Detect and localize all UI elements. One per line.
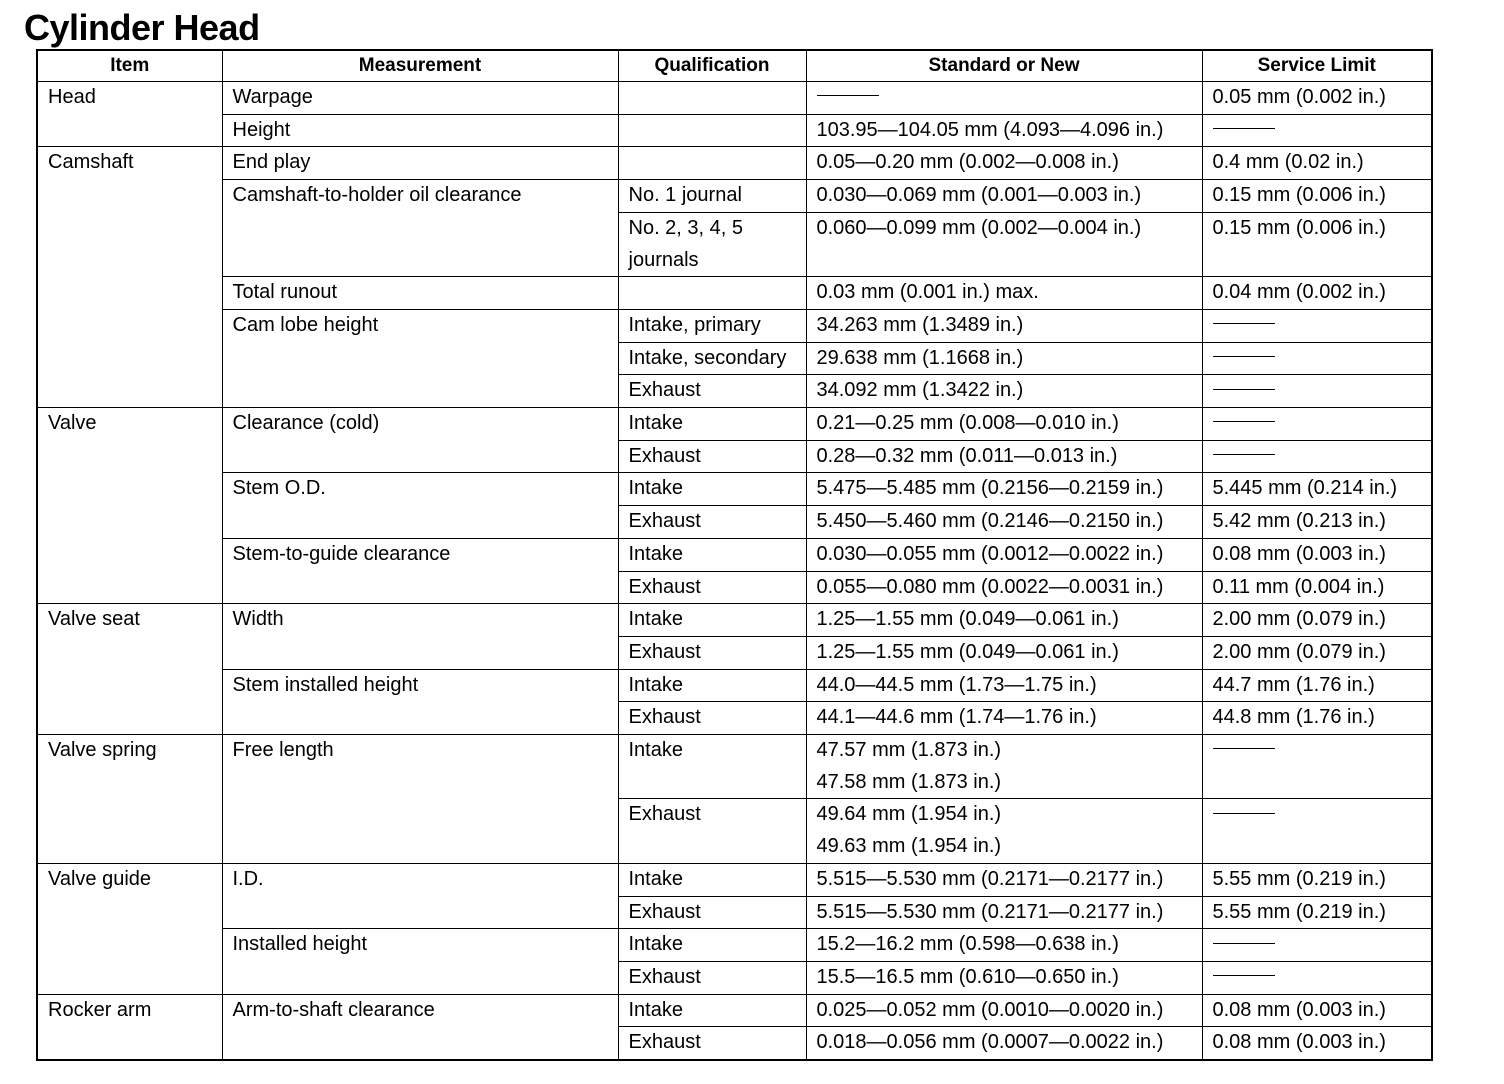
measurement-cell: Cam lobe height (222, 309, 618, 407)
em-dash-line (1213, 323, 1275, 324)
qualification-cell: No. 2, 3, 4, 5 journals (618, 212, 806, 276)
item-cell: Valve seat (37, 604, 222, 735)
qualification-cell: Intake (618, 669, 806, 702)
standard-cell: 5.515—5.530 mm (0.2171—0.2177 in.) (806, 863, 1202, 896)
qualification-cell: Exhaust (618, 375, 806, 408)
qualification-cell: Intake (618, 929, 806, 962)
em-dash-line (1213, 421, 1275, 422)
table-row (37, 408, 1432, 441)
standard-cell: 0.05—0.20 mm (0.002—0.008 in.) (806, 147, 1202, 180)
standard-cell: 15.2—16.2 mm (0.598—0.638 in.) (806, 929, 1202, 962)
item-cell: Valve (37, 408, 222, 604)
qualification-cell: Exhaust (618, 440, 806, 473)
table-header-row (37, 50, 1432, 82)
standard-cell: 1.25—1.55 mm (0.049—0.061 in.) (806, 604, 1202, 637)
measurement-cell: Camshaft-to-holder oil clearance (222, 180, 618, 277)
limit-cell (1202, 342, 1432, 375)
table-row (37, 114, 1432, 147)
qualification-cell: Intake (618, 538, 806, 571)
standard-cell: 0.03 mm (0.001 in.) max. (806, 277, 1202, 310)
qualification-cell (618, 114, 806, 147)
table-row (37, 604, 1432, 637)
header-standard: Standard or New (806, 50, 1202, 82)
em-dash-line (1213, 454, 1275, 455)
limit-cell (1202, 309, 1432, 342)
header-service-limit: Service Limit (1202, 50, 1432, 82)
standard-cell: 0.030—0.055 mm (0.0012—0.0022 in.) (806, 538, 1202, 571)
limit-cell (1202, 114, 1432, 147)
em-dash-line (1213, 975, 1275, 976)
qualification-cell (618, 277, 806, 310)
standard-cell: 15.5—16.5 mm (0.610—0.650 in.) (806, 961, 1202, 994)
limit-cell: 5.55 mm (0.219 in.) (1202, 896, 1432, 929)
item-cell: Rocker arm (37, 994, 222, 1060)
standard-cell: 44.1—44.6 mm (1.74—1.76 in.) (806, 702, 1202, 735)
standard-cell: 0.030—0.069 mm (0.001—0.003 in.) (806, 180, 1202, 213)
measurement-cell: Stem O.D. (222, 473, 618, 538)
standard-line: 49.64 mm (1.954 in.) (816, 803, 1002, 826)
standard-cell: 0.025—0.052 mm (0.0010—0.0020 in.) (806, 994, 1202, 1027)
cylinder-head-spec-table (36, 49, 1433, 1061)
qualification-cell: Exhaust (618, 636, 806, 669)
standard-cell: 103.95—104.05 mm (4.093—4.096 in.) (806, 114, 1202, 147)
standard-cell: 0.055—0.080 mm (0.0022—0.0031 in.) (806, 571, 1202, 604)
item-cell: Camshaft (37, 147, 222, 408)
standard-cell: 0.018—0.056 mm (0.0007—0.0022 in.) (806, 1027, 1202, 1060)
table-row (37, 473, 1432, 506)
limit-cell: 0.15 mm (0.006 in.) (1202, 180, 1432, 213)
table-row (37, 863, 1432, 896)
standard-cell: 44.0—44.5 mm (1.73—1.75 in.) (806, 669, 1202, 702)
item-cell: Valve guide (37, 863, 222, 994)
qualification-cell: Exhaust (618, 1027, 806, 1060)
em-dash-line (1213, 943, 1275, 944)
standard-cell: 0.060—0.099 mm (0.002—0.004 in.) (806, 212, 1202, 276)
qualification-cell (618, 147, 806, 180)
header-measurement: Measurement (222, 50, 618, 82)
measurement-cell: Height (222, 114, 618, 147)
measurement-cell: Arm-to-shaft clearance (222, 994, 618, 1060)
item-cell: Head (37, 82, 222, 147)
measurement-cell: I.D. (222, 863, 618, 928)
limit-cell: 2.00 mm (0.079 in.) (1202, 604, 1432, 637)
standard-cell (806, 82, 1202, 115)
standard-line: 49.63 mm (1.954 in.) (816, 835, 1002, 858)
measurement-cell: Warpage (222, 82, 618, 115)
qualification-cell: Exhaust (618, 896, 806, 929)
limit-cell: 0.11 mm (0.004 in.) (1202, 571, 1432, 604)
table-row (37, 994, 1432, 1027)
limit-cell: 44.8 mm (1.76 in.) (1202, 702, 1432, 735)
qualification-cell: Exhaust (618, 799, 806, 863)
standard-cell: 1.25—1.55 mm (0.049—0.061 in.) (806, 636, 1202, 669)
measurement-cell: End play (222, 147, 618, 180)
measurement-cell: Free length (222, 735, 618, 864)
table-row (37, 82, 1432, 115)
limit-cell (1202, 961, 1432, 994)
limit-cell: 5.445 mm (0.214 in.) (1202, 473, 1432, 506)
standard-cell: 0.21—0.25 mm (0.008—0.010 in.) (806, 408, 1202, 441)
qualification-cell: Intake, secondary (618, 342, 806, 375)
qualification-cell (618, 82, 806, 115)
standard-cell (806, 735, 1202, 799)
table-row (37, 180, 1432, 213)
standard-cell: 5.475—5.485 mm (0.2156—0.2159 in.) (806, 473, 1202, 506)
standard-cell: 34.263 mm (1.3489 in.) (806, 309, 1202, 342)
qualification-cell: Intake (618, 408, 806, 441)
measurement-cell: Installed height (222, 929, 618, 994)
qualification-cell: Exhaust (618, 961, 806, 994)
standard-cell: 34.092 mm (1.3422 in.) (806, 375, 1202, 408)
em-dash-line (1213, 356, 1275, 357)
table-row (37, 309, 1432, 342)
table-row (37, 735, 1432, 799)
qualification-cell: Exhaust (618, 702, 806, 735)
limit-cell (1202, 799, 1432, 863)
standard-cell: 0.28—0.32 mm (0.011—0.013 in.) (806, 440, 1202, 473)
limit-cell: 0.04 mm (0.002 in.) (1202, 277, 1432, 310)
qualification-cell: No. 1 journal (618, 180, 806, 213)
qualification-cell: Exhaust (618, 506, 806, 539)
measurement-cell: Stem-to-guide clearance (222, 538, 618, 603)
limit-cell (1202, 929, 1432, 962)
limit-cell: 0.08 mm (0.003 in.) (1202, 538, 1432, 571)
limit-cell: 0.4 mm (0.02 in.) (1202, 147, 1432, 180)
em-dash-line (1213, 128, 1275, 129)
table-row (37, 147, 1432, 180)
limit-cell: 0.08 mm (0.003 in.) (1202, 1027, 1432, 1060)
limit-cell: 0.08 mm (0.003 in.) (1202, 994, 1432, 1027)
limit-cell: 5.42 mm (0.213 in.) (1202, 506, 1432, 539)
qualification-cell: Intake (618, 473, 806, 506)
header-item: Item (37, 50, 222, 82)
limit-cell: 44.7 mm (1.76 in.) (1202, 669, 1432, 702)
limit-cell: 0.05 mm (0.002 in.) (1202, 82, 1432, 115)
measurement-cell: Width (222, 604, 618, 669)
limit-cell (1202, 735, 1432, 799)
measurement-cell: Clearance (cold) (222, 408, 618, 473)
standard-cell: 29.638 mm (1.1668 in.) (806, 342, 1202, 375)
qualification-cell: Intake (618, 863, 806, 896)
qualification-cell: Intake (618, 604, 806, 637)
em-dash-line (1213, 813, 1275, 814)
limit-cell: 2.00 mm (0.079 in.) (1202, 636, 1432, 669)
standard-line: 47.58 mm (1.873 in.) (816, 770, 1002, 793)
em-dash-line (1213, 748, 1275, 749)
qualification-cell: Intake (618, 735, 806, 799)
qualification-cell: Intake, primary (618, 309, 806, 342)
qualification-cell: Intake (618, 994, 806, 1027)
limit-cell (1202, 440, 1432, 473)
limit-cell (1202, 375, 1432, 408)
measurement-cell: Total runout (222, 277, 618, 310)
table-row (37, 669, 1432, 702)
table-row (37, 538, 1432, 571)
standard-cell (806, 799, 1202, 863)
qualification-cell: Exhaust (618, 571, 806, 604)
page-title: Cylinder Head (24, 7, 260, 48)
em-dash-line (817, 95, 879, 96)
measurement-cell: Stem installed height (222, 669, 618, 734)
standard-line: 47.57 mm (1.873 in.) (816, 739, 1002, 762)
item-cell: Valve spring (37, 735, 222, 864)
header-qualification: Qualification (618, 50, 806, 82)
table-row (37, 929, 1432, 962)
limit-cell: 0.15 mm (0.006 in.) (1202, 212, 1432, 276)
em-dash-line (1213, 389, 1275, 390)
limit-cell: 5.55 mm (0.219 in.) (1202, 863, 1432, 896)
standard-cell: 5.515—5.530 mm (0.2171—0.2177 in.) (806, 896, 1202, 929)
standard-cell: 5.450—5.460 mm (0.2146—0.2150 in.) (806, 506, 1202, 539)
limit-cell (1202, 408, 1432, 441)
table-row (37, 277, 1432, 310)
